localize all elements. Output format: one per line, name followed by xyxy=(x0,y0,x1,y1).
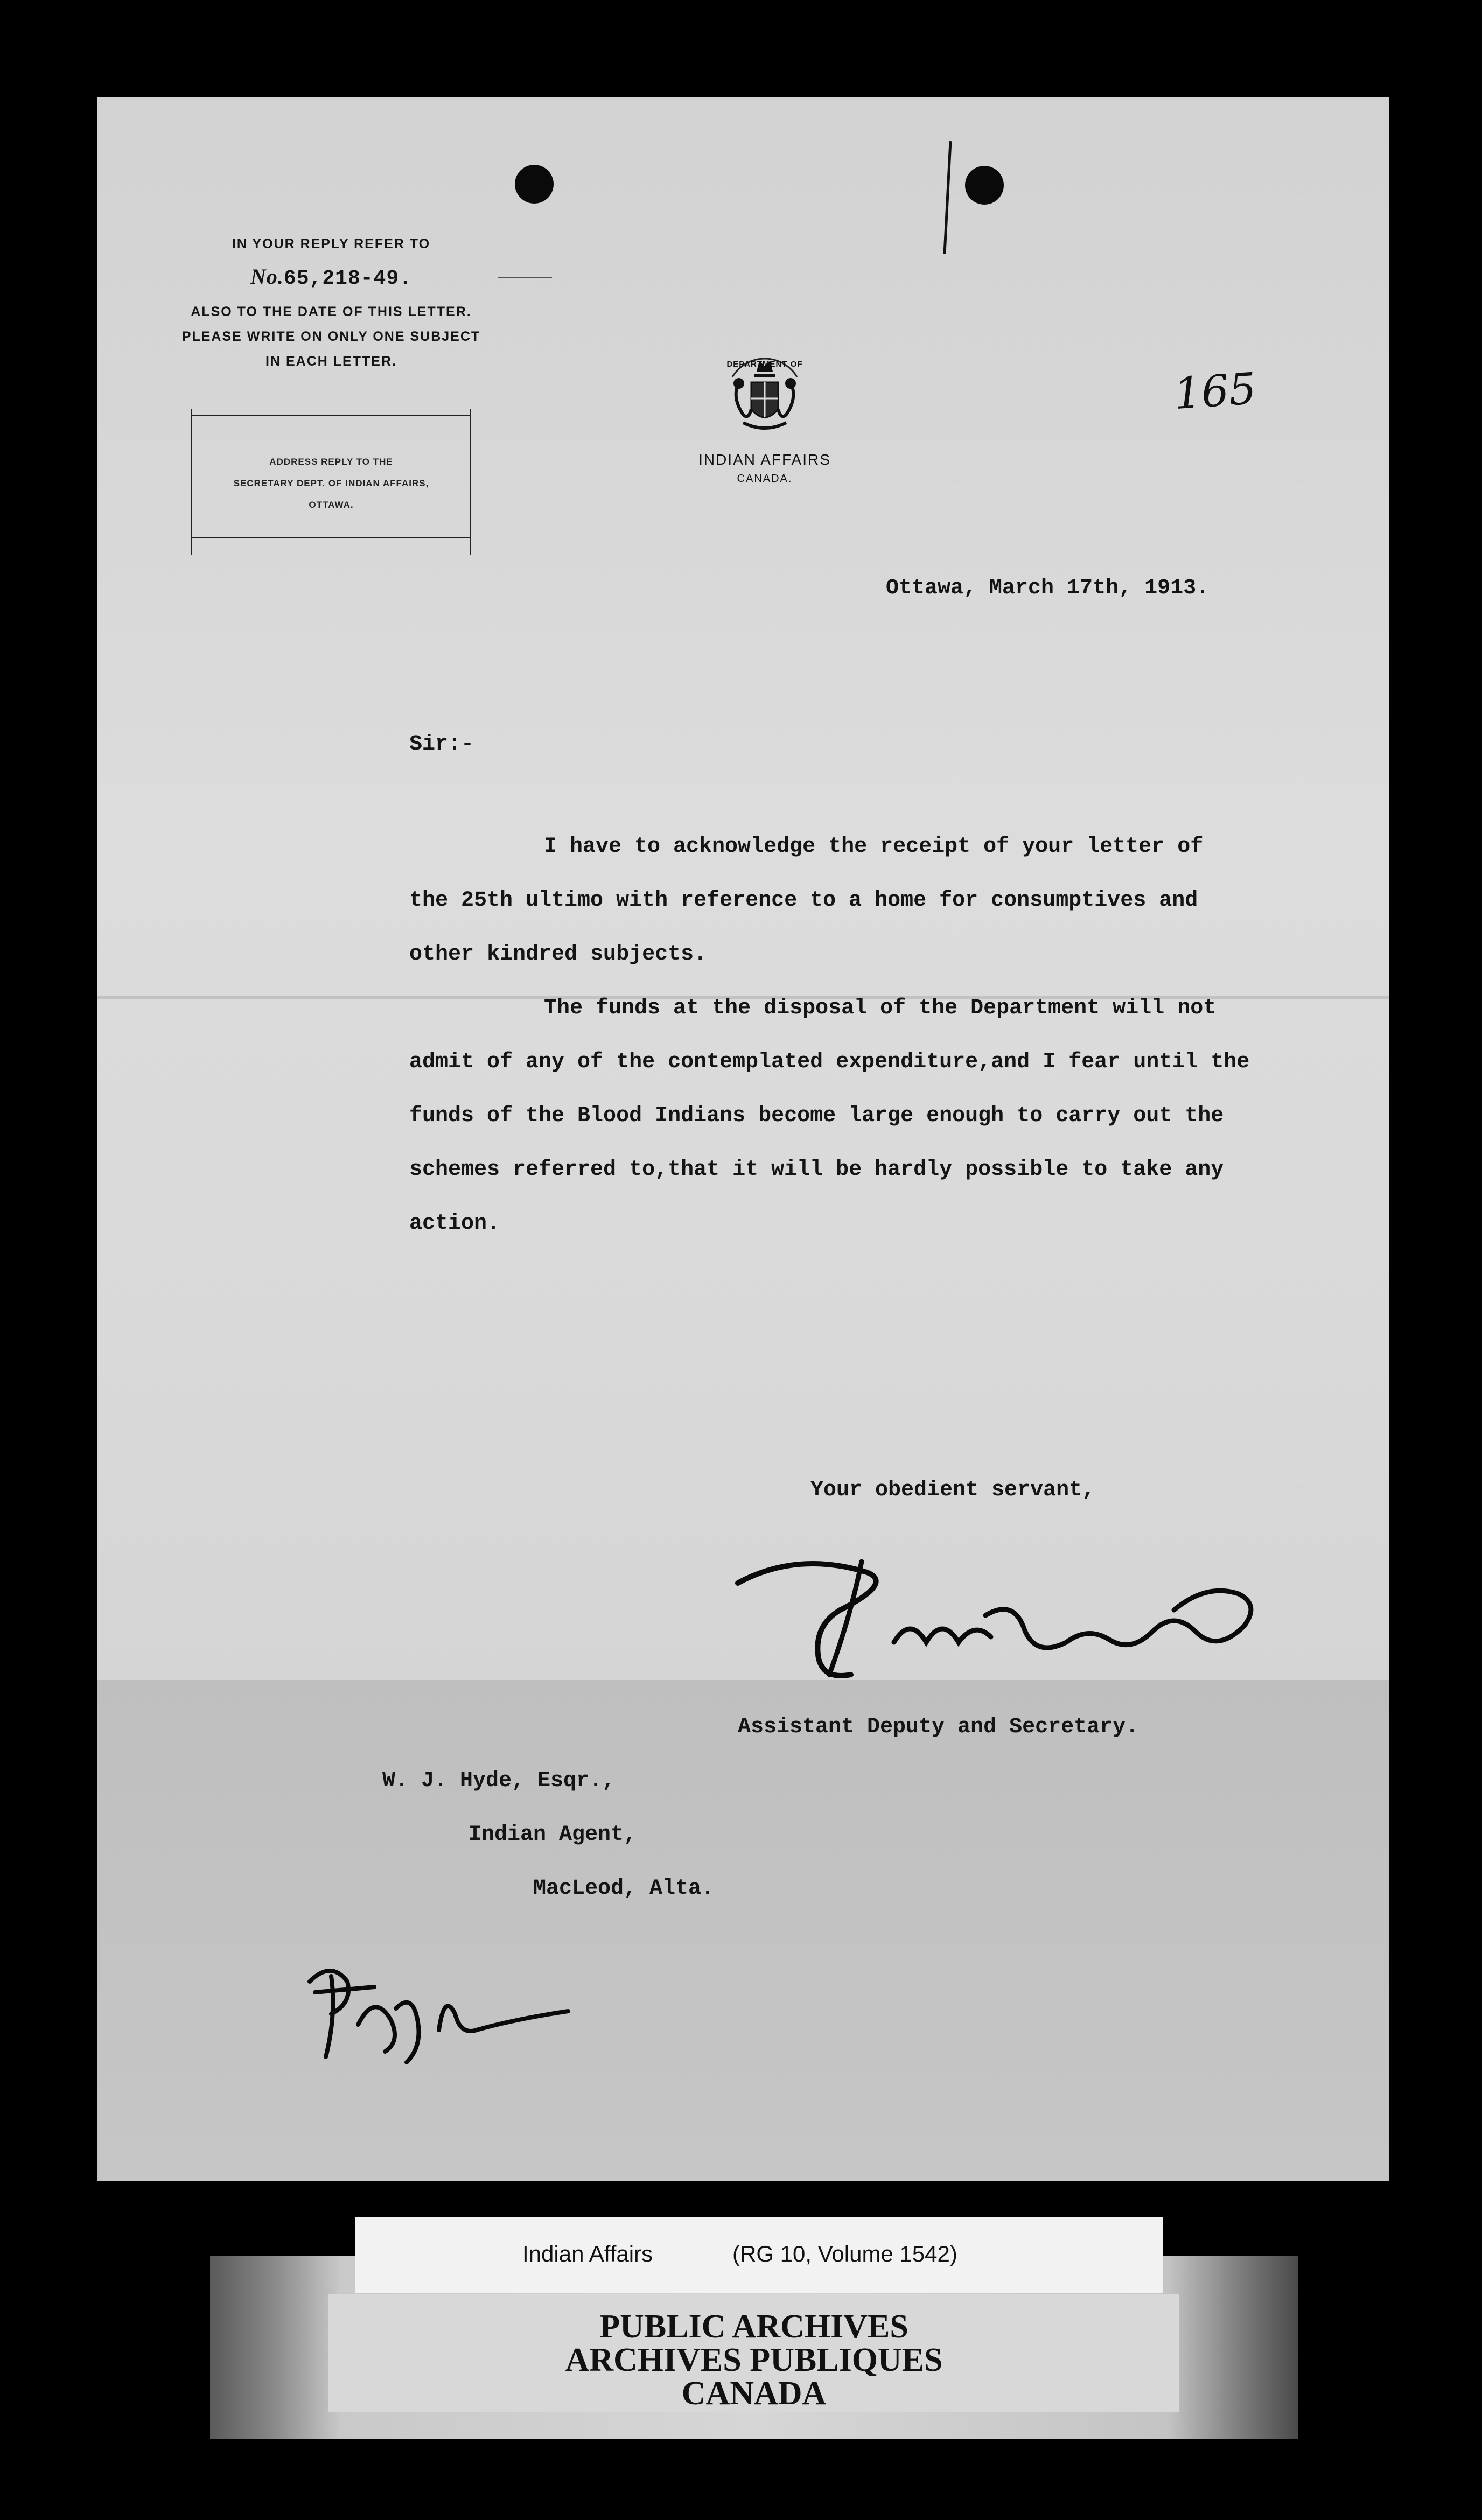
body-line-3: other kindred subjects. xyxy=(409,942,707,967)
stamp-line-1: PUBLIC ARCHIVES xyxy=(599,2308,908,2345)
punch-hole-right xyxy=(965,166,1004,205)
subject-instruction-1: PLEASE WRITE ON ONLY ONE SUBJECT xyxy=(181,329,481,344)
archive-reference-label xyxy=(355,2217,1163,2293)
body-line-2: the 25th ultimo with reference to a home for consumptives and xyxy=(409,888,1198,913)
crest-name-text: INDIAN AFFAIRS xyxy=(698,451,831,468)
punch-hole-left xyxy=(515,165,554,204)
recipient-role: Indian Agent, xyxy=(469,1823,637,1847)
signature-mcleod xyxy=(732,1551,1276,1691)
archive-volume: (RG 10, Volume 1542) xyxy=(732,2241,957,2266)
file-number-prefix: No. xyxy=(250,264,284,289)
body-line-6: funds of the Blood Indians become large enough to carry out the xyxy=(409,1104,1224,1128)
folio-number: 165 xyxy=(1172,363,1258,419)
reply-reference-block xyxy=(162,232,501,374)
file-number-value: 65,218-49. xyxy=(283,267,412,290)
body-line-1: I have to acknowledge the receipt of your letter of xyxy=(544,835,1204,859)
salutation: Sir:- xyxy=(409,732,474,757)
body-line-4: The funds at the disposal of the Department will not xyxy=(544,996,1217,1020)
address-line-2: SECRETARY DEPT. OF INDIAN AFFAIRS, xyxy=(233,478,429,488)
stamp-line-3: CANADA xyxy=(681,2375,827,2412)
rule-mark xyxy=(498,277,552,278)
recipient-place: MacLeod, Alta. xyxy=(533,1877,715,1901)
archive-collection: Indian Affairs xyxy=(522,2241,653,2266)
address-box xyxy=(191,415,471,549)
lower-fold xyxy=(97,1680,1389,2181)
file-number xyxy=(162,256,501,299)
subject-instruction-2: IN EACH LETTER. xyxy=(265,354,397,369)
signatory-title: Assistant Deputy and Secretary. xyxy=(738,1715,1139,1739)
reply-refer-text: IN YOUR REPLY REFER TO xyxy=(232,236,431,251)
address-line-1: ADDRESS REPLY TO THE xyxy=(269,457,393,467)
date-instruction: ALSO TO THE DATE OF THIS LETTER. xyxy=(191,304,472,319)
body-line-5: admit of any of the contemplated expenditure,and I fear until the xyxy=(409,1050,1250,1074)
recipient-name: W. J. Hyde, Esqr., xyxy=(382,1769,616,1793)
address-line-3: OTTAWA. xyxy=(309,500,354,510)
body-line-7: schemes referred to,that it will be hardly possible to take any xyxy=(409,1158,1224,1182)
stamp-line-2: ARCHIVES PUBLIQUES xyxy=(565,2342,943,2378)
date-line: Ottawa, March 17th, 1913. xyxy=(886,576,1210,600)
closing: Your obedient servant, xyxy=(810,1478,1095,1502)
crest-department-text: DEPARTMENT OF xyxy=(726,360,803,369)
body-line-8: action. xyxy=(409,1212,500,1236)
department-crest xyxy=(673,345,856,495)
archives-stamp xyxy=(328,2294,1179,2412)
crest-country-text: CANADA. xyxy=(737,473,793,485)
handwritten-initials xyxy=(299,1960,590,2068)
